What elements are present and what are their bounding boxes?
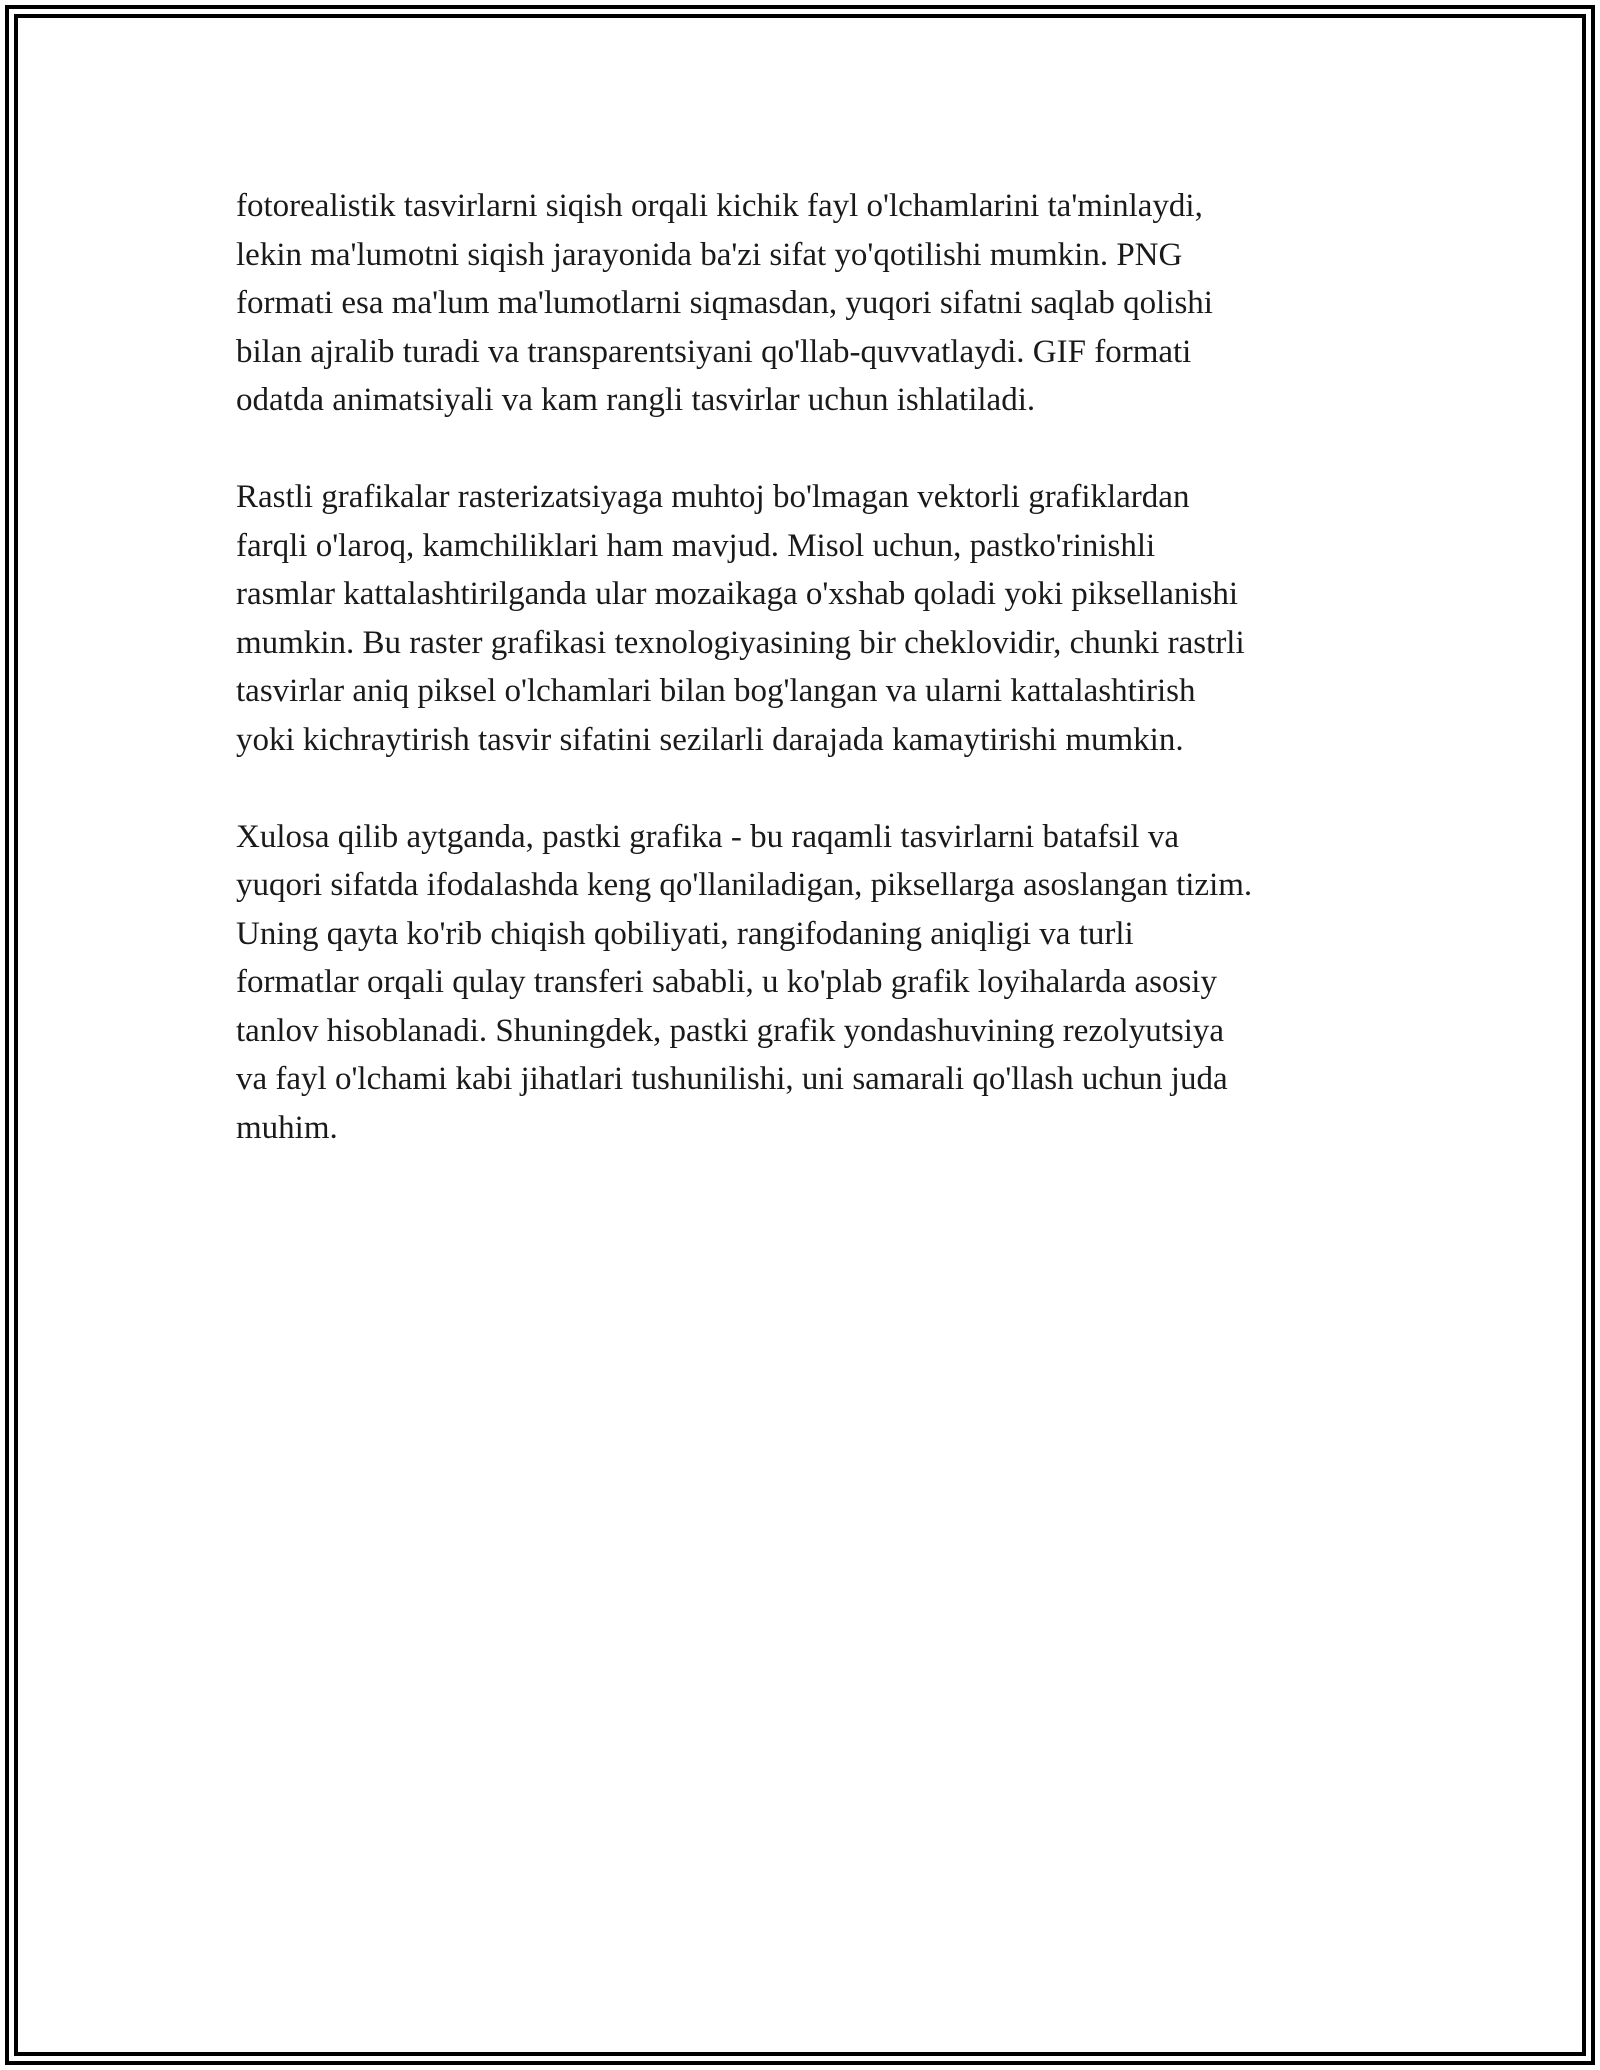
paragraph-image-formats <box>236 182 1371 425</box>
text-line: Uning qayta ko'rib chiqish qobiliyati, rangifodaning aniqligi va turli <box>236 915 1134 952</box>
text-line: formatlar orqali qulay transferi sababli, u ko'plab grafik loyihalarda asosiy <box>236 964 1217 1000</box>
text-line: rasmlar kattalashtirilganda ular mozaikaga o'xshab qoladi yoki piksellanishi <box>236 576 1239 612</box>
text-line: odatda animatsiyali va kam rangli tasvirlar uchun ishlatiladi. <box>236 382 1036 418</box>
paragraph-raster-limitations <box>236 473 1371 764</box>
text-line: formati esa ma'lum ma'lumotlarni siqmasdan, yuqori sifatni saqlab qolishi <box>236 285 1213 321</box>
text-line: bilan ajralib turadi va transparentsiyani qo'llab-quvvatlaydi. GIF formati <box>236 333 1192 370</box>
text-line: Rastli grafikalar rasterizatsiyaga muhtoj bo'lmagan vektorli grafiklardan <box>236 479 1190 515</box>
text-line: yoki kichraytirish tasvir sifatini sezilarli darajada kamaytirishi mumkin. <box>236 721 1184 758</box>
text-line: yuqori sifatda ifodalashda keng qo'llaniladigan, piksellarga asoslangan tizim. <box>236 867 1253 903</box>
paragraph-conclusion <box>236 813 1371 1153</box>
text-line: lekin ma'lumotni siqish jarayonida ba'zi sifat yo'qotilishi mumkin. PNG <box>236 236 1183 273</box>
text-line: fotorealistik tasvirlarni siqish orqali kichik fayl o'lchamlarini ta'minlaydi, <box>236 188 1203 224</box>
text-line: va fayl o'lchami kabi jihatlari tushunilishi, uni samarali qo'llash uchun juda <box>236 1061 1228 1097</box>
text-line: muhim. <box>236 1109 338 1146</box>
text-line: Xulosa qilib aytganda, pastki grafika - bu raqamli tasvirlarni batafsil va <box>236 818 1179 855</box>
document-body <box>236 182 1371 1201</box>
text-line: tanlov hisoblanadi. Shuningdek, pastki grafik yondashuvining rezolyutsiya <box>236 1012 1225 1049</box>
text-line: farqli o'laroq, kamchiliklari ham mavjud. Misol uchun, pastko'rinishli <box>236 527 1156 564</box>
text-line: tasvirlar aniq piksel o'lchamlari bilan bog'langan va ularni kattalashtirish <box>236 673 1196 709</box>
text-line: mumkin. Bu raster grafikasi texnologiyasining bir cheklovidir, chunki rastrli <box>236 624 1245 661</box>
